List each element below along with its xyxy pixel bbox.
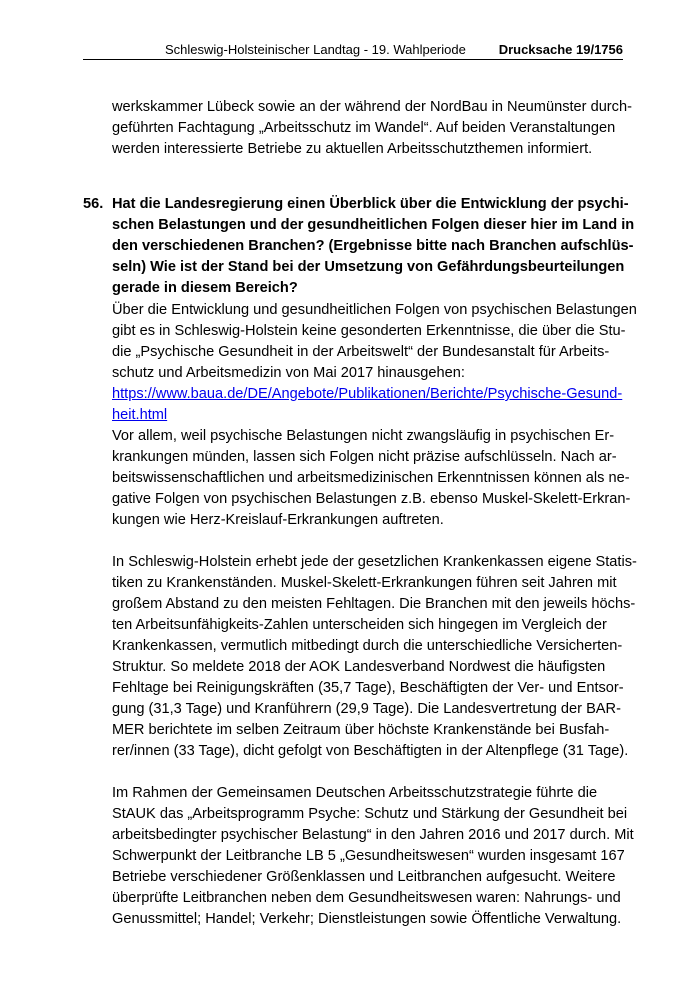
text-line: MER berichtete im selben Zeitraum über höchste Krankenstände bei Busfah-: [112, 722, 610, 738]
text-line: gung (31,3 Tage) und Kranführern (29,9 Tage). Die Landesvertretung der BAR-: [112, 701, 621, 717]
text-line: rer/innen (33 Tage), dicht gefolgt von Beschäftigten in der Altenpflege (31 Tage).: [112, 743, 629, 759]
question-line: den verschiedenen Branchen? (Ergebnisse bitte nach Branchen aufschlüs-: [112, 238, 634, 254]
text-line: gibt es in Schleswig-Holstein keine gesonderten Erkenntnisse, die über die Stu-: [112, 323, 626, 339]
text-line: Über die Entwicklung und gesundheitlichen Folgen von psychischen Belastungen: [112, 302, 637, 318]
header-doc-number: Drucksache 19/1756: [498, 42, 623, 57]
question-line: Hat die Landesregierung einen Überblick über die Entwicklung der psychi-: [112, 196, 629, 212]
text-line: großem Abstand zu den meisten Fehltagen. Die Branchen mit den jeweils höchs-: [112, 596, 636, 612]
text-line: StAUK das „Arbeitsprogramm Psyche: Schutz und Stärkung der Gesundheit bei: [112, 806, 628, 822]
text-line: kungen wie Herz-Kreislauf-Erkrankungen auftreten.: [112, 512, 444, 528]
text-line: die „Psychische Gesundheit in der Arbeitswelt“ der Bundesanstalt für Arbeits-: [112, 344, 610, 360]
text-line: Im Rahmen der Gemeinsamen Deutschen Arbeitsschutzstrategie führte die: [112, 785, 598, 801]
question-line: seln) Wie ist der Stand bei der Umsetzung von Gefährdungsbeurteilungen: [112, 259, 625, 275]
page-header: [83, 38, 623, 60]
text-line: In Schleswig-Holstein erhebt jede der gesetzlichen Krankenkassen eigene Statis-: [112, 554, 637, 570]
text-line: werkskammer Lübeck sowie an der während der NordBau in Neumünster durch-: [112, 99, 632, 115]
text-line: Fehltage bei Reinigungskräften (35,7 Tage), Beschäftigten der Ver- und Entsor-: [112, 680, 624, 696]
text-line: Struktur. So meldete 2018 der AOK Landesverband Nordwest die häufigsten: [112, 659, 606, 675]
link-line[interactable]: heit.html: [112, 407, 168, 423]
question-line: schen Belastungen und der gesundheitlichen Folgen dieser hier im Land in: [112, 217, 635, 233]
text-line: schutz und Arbeitsmedizin von Mai 2017 hinausgehen:: [112, 365, 465, 381]
text-line: werden interessierte Betriebe zu aktuellen Arbeitsschutzthemen informiert.: [112, 141, 593, 157]
text-line: geführten Fachtagung „Arbeitsschutz im Wandel“. Auf beiden Veranstaltungen: [112, 120, 616, 136]
text-line: überprüfte Leitbranchen neben dem Gesundheitswesen waren: Nahrungs- und: [112, 890, 621, 906]
text-line: ten Arbeitsunfähigkeits-Zahlen unterscheiden sich hingegen im Vergleich der: [112, 617, 607, 633]
text-line: Genussmittel; Handel; Verkehr; Dienstleistungen sowie Öffentliche Verwaltung.: [112, 911, 622, 927]
text-line: Schwerpunkt der Leitbranche LB 5 „Gesundheitswesen“ wurden insgesamt 167: [112, 848, 625, 864]
text-line: gative Folgen von psychischen Belastungen z.B. ebenso Muskel-Skelett-Erkran-: [112, 491, 631, 507]
text-line: Krankenkassen, vermutlich mitbedingt durch die unterschiedliche Versicherten-: [112, 638, 623, 654]
question-number: 56.: [83, 196, 104, 212]
text-line: arbeitsbedingter psychischer Belastung“ in den Jahren 2016 und 2017 durch. Mit: [112, 827, 634, 843]
text-line: Vor allem, weil psychische Belastungen nicht zwangsläufig in psychischen Er-: [112, 428, 615, 444]
text-line: tiken zu Krankenständen. Muskel-Skelett-Erkrankungen führen seit Jahren mit: [112, 575, 617, 591]
text-line: Betriebe verschiedener Größenklassen und Leitbranchen aufgesucht. Weitere: [112, 869, 616, 885]
header-divider: [83, 59, 623, 60]
link-line[interactable]: https://www.baua.de/DE/Angebote/Publikationen/Berichte/Psychische-Gesund-: [112, 386, 623, 402]
question-line: gerade in diesem Bereich?: [112, 280, 298, 296]
text-line: beitswissenschaftlichen und arbeitsmedizinischen Erkenntnissen können als ne-: [112, 470, 630, 486]
header-title: Schleswig-Holsteinischer Landtag - 19. Wahlperiode: [165, 42, 466, 57]
text-line: krankungen münden, lassen sich Folgen nicht präzise aufschlüsseln. Nach ar-: [112, 449, 617, 465]
